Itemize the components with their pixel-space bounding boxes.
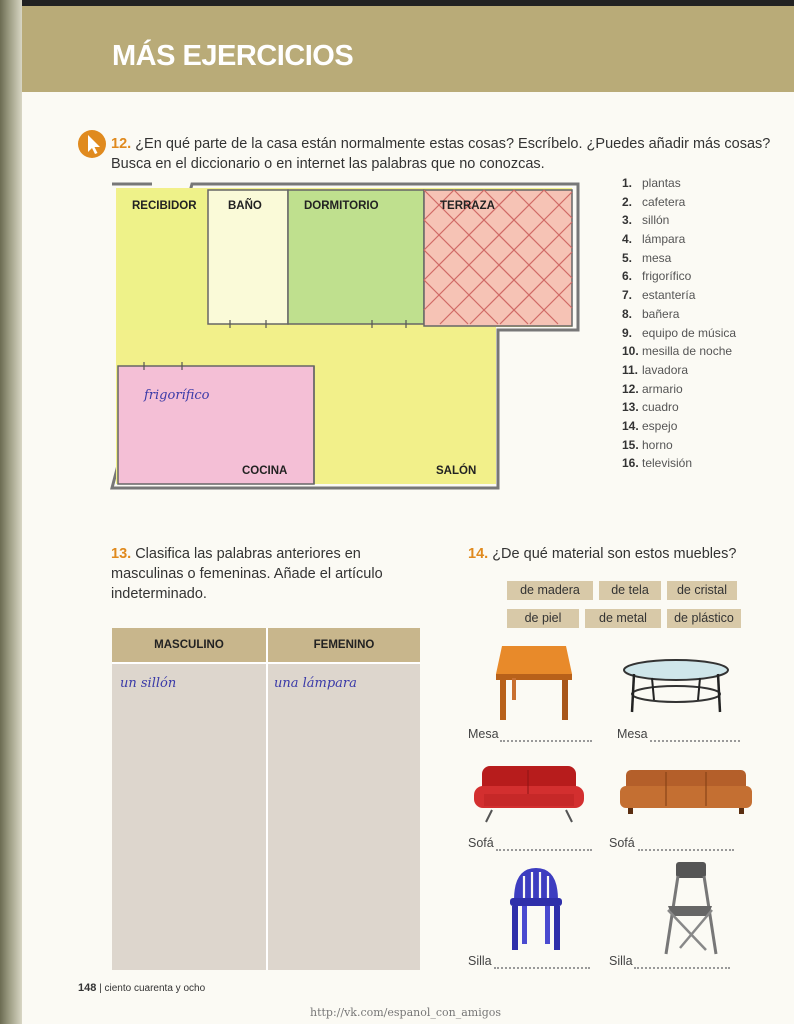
word-number: 15.: [622, 437, 639, 452]
col-masculino: MASCULINO: [112, 628, 266, 662]
word-list-item: [622, 232, 736, 251]
room-salon: SALÓN: [436, 465, 477, 477]
source-url[interactable]: http://vk.com/espanol_con_amigos: [310, 1006, 502, 1019]
page-footer: [78, 982, 205, 994]
room-terraza: TERRAZA: [440, 200, 495, 212]
word-list: [622, 176, 736, 475]
book-spine: [0, 0, 22, 1024]
word-text: equipo de música: [642, 325, 737, 340]
ex12-line2: Busca en el diccionario o en internet las palabras que no conozcas.: [111, 156, 545, 172]
floor-plan-drawing: [110, 182, 580, 492]
floor-plan: [110, 182, 580, 492]
material-plastico: de plástico: [667, 609, 741, 628]
word-number: 9.: [622, 325, 633, 340]
caption-mesa-2: Mesa: [617, 727, 648, 741]
ex13-line3: indeterminado.: [111, 586, 207, 602]
word-list-item: [622, 438, 736, 457]
metal-chair-image: [652, 860, 722, 956]
material-cristal: de cristal: [667, 581, 737, 600]
handwritten-answer: frigorífico: [144, 388, 210, 403]
ex12-number: 12.: [111, 136, 132, 152]
word-number: 12.: [622, 381, 639, 396]
cursor-icon: [78, 130, 106, 158]
word-number: 5.: [622, 250, 633, 265]
word-list-item: [622, 269, 736, 288]
caption-silla-1: Silla: [468, 954, 492, 968]
word-text: mesilla de noche: [642, 344, 733, 359]
room-cocina: COCINA: [242, 465, 288, 477]
room-bano: BAÑO: [228, 200, 262, 212]
word-text: estantería: [642, 288, 696, 303]
col-femenino: FEMENINO: [268, 628, 420, 662]
word-number: 10.: [622, 344, 639, 359]
word-list-item: [622, 288, 736, 307]
ex13-text1: Clasifica las palabras anteriores en: [135, 546, 361, 562]
word-text: plantas: [642, 176, 681, 190]
page-number-text: | ciento cuarenta y ocho: [99, 983, 206, 994]
word-list-item: [622, 176, 736, 195]
answer-line-2[interactable]: [650, 740, 740, 742]
word-text: espejo: [642, 418, 678, 433]
word-number: 8.: [622, 306, 633, 321]
word-list-item: [622, 213, 736, 232]
answer-line-5[interactable]: [494, 967, 590, 969]
ex13-line2: masculinas o femeninas. Añade el artículo: [111, 566, 383, 582]
word-number: 1.: [622, 176, 633, 190]
word-number: 16.: [622, 456, 639, 471]
word-text: frigorífico: [642, 269, 692, 284]
plastic-chair-image: [508, 864, 564, 954]
word-list-item: [622, 456, 736, 475]
word-text: cafetera: [642, 194, 686, 209]
fabric-sofa-image: [472, 764, 586, 826]
leather-sofa-image: [618, 768, 754, 818]
answer-line-1[interactable]: [500, 740, 592, 742]
room-recibidor: RECIBIDOR: [132, 200, 197, 212]
table-divider: [266, 628, 268, 970]
ex14-line: [468, 544, 736, 564]
answer-line-4[interactable]: [638, 849, 734, 851]
material-metal: de metal: [585, 609, 661, 628]
page-number: 148: [78, 982, 97, 994]
caption-sofa-2: Sofá: [609, 836, 635, 850]
word-text: armario: [642, 381, 683, 396]
material-madera: de madera: [507, 581, 593, 600]
gender-table: [112, 628, 420, 970]
word-number: 11.: [622, 362, 639, 377]
word-text: lavadora: [642, 362, 689, 377]
material-piel: de piel: [507, 609, 579, 628]
ex12-question: ¿En qué parte de la casa están normalmente estas cosas? Escríbelo. ¿Puedes añadir más cosas?: [135, 136, 771, 152]
word-text: horno: [642, 437, 673, 452]
word-list-item: [622, 344, 736, 363]
word-text: mesa: [642, 250, 672, 265]
material-tela: de tela: [599, 581, 661, 600]
word-text: televisión: [642, 456, 693, 471]
word-list-item: [622, 307, 736, 326]
ex13-line1: [111, 544, 361, 564]
answer-line-3[interactable]: [496, 849, 592, 851]
word-text: bañera: [642, 306, 680, 321]
wooden-table-image: [494, 642, 574, 724]
glass-table-image: [622, 658, 730, 718]
word-number: 4.: [622, 232, 633, 247]
word-number: 7.: [622, 288, 633, 303]
caption-sofa-1: Sofá: [468, 836, 494, 850]
word-number: 6.: [622, 269, 633, 284]
banner-title: MÁS EJERCICIOS: [112, 40, 354, 72]
ex14-number: 14.: [468, 546, 489, 562]
ex12-line1: [111, 134, 770, 154]
word-text: lámpara: [642, 232, 686, 247]
table-header-line: [112, 662, 420, 664]
word-number: 14.: [622, 418, 639, 433]
word-list-item: [622, 195, 736, 214]
word-number: 3.: [622, 213, 633, 228]
word-text: sillón: [642, 213, 670, 228]
caption-silla-2: Silla: [609, 954, 633, 968]
answer-femenino[interactable]: una lámpara: [274, 676, 357, 691]
caption-mesa-1: Mesa: [468, 727, 499, 741]
word-number: 13.: [622, 400, 639, 415]
answer-masculino[interactable]: un sillón: [120, 676, 177, 691]
answer-line-6[interactable]: [634, 967, 730, 969]
word-list-item: [622, 382, 736, 401]
word-list-item: [622, 400, 736, 419]
word-list-item: [622, 251, 736, 270]
room-dormitorio: DORMITORIO: [304, 200, 379, 212]
word-text: cuadro: [642, 400, 679, 415]
word-list-item: [622, 419, 736, 438]
word-list-item: [622, 326, 736, 345]
word-list-item: [622, 363, 736, 382]
ex14-text: ¿De qué material son estos muebles?: [492, 546, 737, 562]
word-number: 2.: [622, 194, 633, 209]
ex13-number: 13.: [111, 546, 132, 562]
